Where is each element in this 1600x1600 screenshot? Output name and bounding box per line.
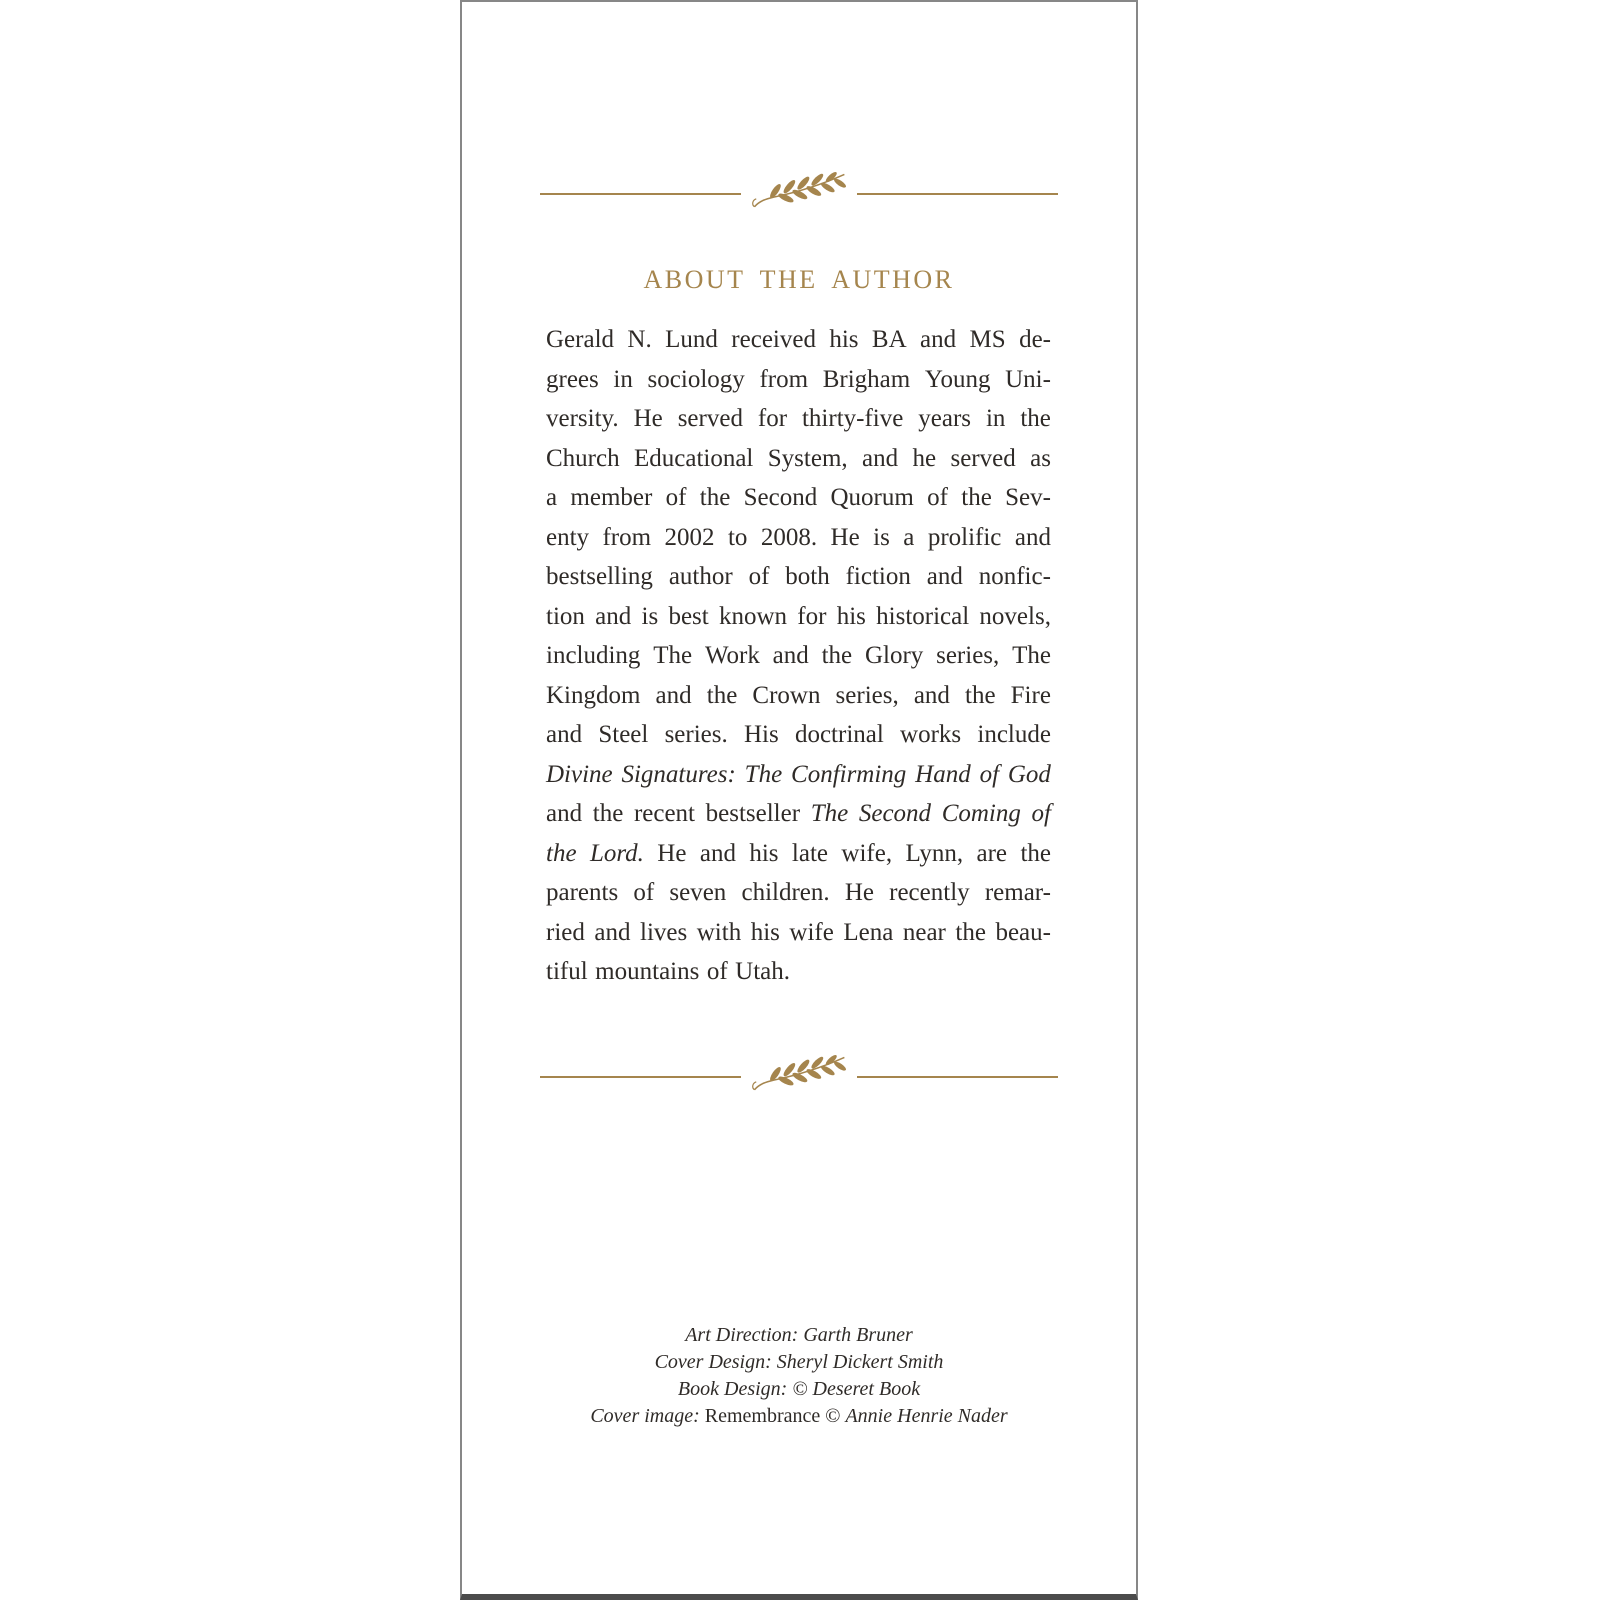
text-word: and [772,642,809,669]
text-word: for [757,405,788,432]
text-word: is [873,523,890,551]
text-word: Church [546,444,620,472]
text-word: his [836,602,866,630]
about-author-paragraph [546,320,1051,992]
top-ornament-divider [540,170,1058,218]
text-word: received [731,326,816,353]
text-word: the [546,839,577,867]
text-word: The [744,760,783,788]
text-word: include [977,721,1051,748]
body-line [546,913,1051,953]
body-line [546,873,1051,913]
text-word: the [961,484,992,511]
text-word: his [750,918,780,946]
text-word: He [830,523,860,551]
text-word: and [926,563,963,590]
text-word: recently [889,879,970,906]
text-word: The [1012,642,1051,669]
text-word: and [546,800,583,827]
text-word: Fire [1010,681,1051,709]
text-word: MS [969,326,1006,353]
text-word: beau- [995,918,1051,946]
gold-rule-left [540,193,741,195]
text-word: and [594,918,631,946]
text-word: in [985,405,1006,432]
text-word: mountains [595,958,700,985]
text-word: the [592,800,624,827]
text-word: to [727,523,748,551]
body-line [546,636,1051,676]
text-word: Confirming [791,760,907,788]
text-word: the [1020,405,1051,432]
text-word: ried [546,918,585,946]
text-word: lives [640,918,688,946]
text-word: recent [633,800,695,827]
gold-rule-right [857,1076,1058,1078]
text-word: He [844,879,874,906]
text-word: Crown [752,681,821,709]
text-word: works [900,721,962,748]
text-word: children. [741,879,830,906]
text-word: remar- [984,879,1051,906]
text-word: served [950,444,1016,472]
text-word: as [1030,444,1051,472]
text-word: of [1031,800,1051,827]
credit-line [462,1403,1136,1430]
text-word: of [633,879,655,906]
text-word: including [546,642,641,669]
text-word: and [699,839,736,867]
text-word: series, [835,681,899,709]
text-word: a [546,484,558,511]
laurel-sprig-icon [751,169,847,213]
text-word: prolific [927,523,1002,551]
text-word: tion [546,602,585,630]
body-line [546,676,1051,716]
text-word: bestselling [546,563,653,590]
text-word: near [902,918,946,946]
text-word: and [913,681,950,709]
text-word: de- [1019,326,1051,353]
text-word: Uni- [1005,365,1051,393]
text-word: grees [546,365,599,393]
text-word: bestseller [705,800,801,827]
text-word: Sev- [1005,484,1051,511]
text-word: Work [704,642,760,669]
text-word: both [785,563,830,590]
body-line [546,952,1051,992]
credit-segment: Annie Henrie Nader [845,1405,1008,1427]
text-word: Second [858,800,932,827]
text-word: System, [767,444,848,472]
body-line [546,755,1051,795]
text-word: sociology [647,365,745,393]
text-word: wife, [841,839,893,867]
body-line [546,715,1051,755]
body-line [546,439,1051,479]
text-word: for [797,602,827,630]
text-word: are [976,839,1008,867]
text-word: the [965,681,996,709]
gold-rule-right [857,193,1058,195]
text-word: Glory [864,642,924,669]
text-word: and [862,444,899,472]
text-word: series, [936,642,1000,669]
text-word: late [791,839,829,867]
credit-line [462,1322,1136,1349]
text-word: He [633,405,663,432]
text-word: his [749,839,779,867]
text-word: parents [546,879,619,906]
text-word: and [595,602,632,630]
credit-segment: Cover image: [590,1405,705,1427]
text-word: Lord. [589,839,644,867]
text-word: Hand [915,760,971,788]
text-word: the [699,484,731,511]
text-word: from [602,523,652,551]
text-word: novels, [979,602,1051,630]
text-word: doctrinal [794,721,884,748]
text-word: Second [743,484,818,511]
text-word: with [696,918,742,946]
text-word: Coming [941,800,1021,827]
text-word: his [829,326,859,353]
credit-segment: Art Direction: Garth Bruner [685,1324,913,1346]
body-line [546,320,1051,360]
text-word: of [665,484,687,511]
text-word: Kingdom [546,681,641,709]
text-word: Steel [598,721,649,748]
text-word: is [641,602,659,630]
credits-block [462,1322,1136,1430]
body-line [546,794,1051,834]
credit-segment: Book Design: © Deseret Book [677,1378,921,1400]
text-word: a [903,523,915,551]
laurel-sprig-icon [751,1052,847,1096]
text-word: series. [664,721,728,748]
text-word: The [810,800,849,827]
page-title: ABOUT THE AUTHOR [643,265,955,294]
text-word: thirty-five [801,405,904,432]
text-word: served [677,405,743,432]
text-word: Lynn, [905,839,964,867]
text-word: enty [546,523,590,551]
text-word: Young [924,365,991,393]
text-word: Gerald [546,326,615,353]
text-word: the [821,642,853,669]
text-word: and [546,721,583,748]
text-word: 2002 [664,523,715,551]
book-page-panel [460,0,1138,1600]
text-word: BA [871,326,907,353]
text-word: the [706,681,738,709]
text-word: Signatures: [621,760,736,788]
text-word: Brigham [822,365,911,393]
text-word: He [657,839,687,867]
text-word: Divine [546,760,613,788]
text-word: in [613,365,633,393]
text-word: years [918,405,972,432]
text-word: the [955,918,986,946]
credit-line [462,1376,1136,1403]
text-word: The [653,642,693,669]
text-word: Utah. [735,958,791,985]
text-word: of [706,958,728,985]
text-word: he [912,444,937,472]
text-word: and [920,326,957,353]
body-line [546,360,1051,400]
text-word: 2008. [760,523,818,551]
credit-line [462,1349,1136,1376]
text-word: and [1014,523,1051,551]
body-line [546,597,1051,637]
text-word: Educational [633,444,754,472]
text-word: author [668,563,733,590]
body-line [546,834,1051,874]
credit-segment: Cover Design: Sheryl Dickert Smith [654,1351,944,1373]
text-word: from [759,365,809,393]
text-word: and [655,681,692,709]
text-word: N. [627,326,652,353]
text-word: tiful [546,958,588,985]
text-word: seven [669,879,727,906]
text-word: known [718,602,788,630]
text-word: Lena [843,918,894,946]
gold-rule-left [540,1076,741,1078]
text-word: fiction [845,563,911,590]
text-word: Lund [665,326,718,353]
bottom-ornament-divider [540,1053,1058,1101]
text-word: wife [789,918,834,946]
credit-segment: Remembrance © [704,1405,846,1427]
text-word: of [748,563,770,590]
text-word: of [979,760,1000,788]
text-word: His [743,721,779,748]
body-line [546,518,1051,558]
body-line [546,478,1051,518]
text-word: the [1020,839,1051,867]
text-word: God [1007,760,1051,788]
text-word: nonfic- [978,563,1051,590]
text-word: best [668,602,709,630]
text-word: member [570,484,653,511]
text-word: Quorum [830,484,914,511]
body-line [546,557,1051,597]
body-line [546,399,1051,439]
text-word: historical [876,602,970,630]
text-word: versity. [546,405,619,432]
text-word: of [927,484,948,511]
